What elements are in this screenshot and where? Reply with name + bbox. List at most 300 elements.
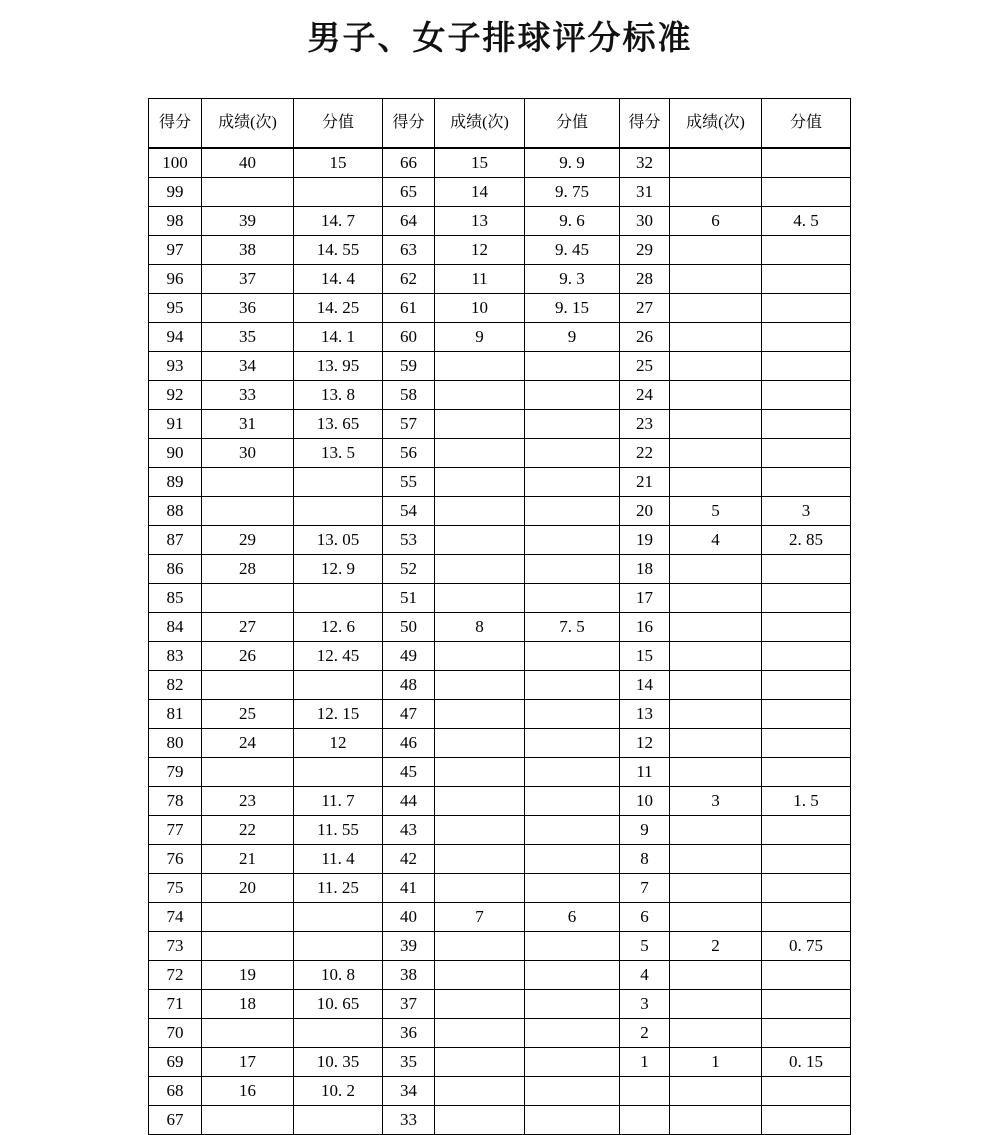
cell-score-g1: 75 [149, 874, 202, 903]
cell-score-g1: 88 [149, 497, 202, 526]
cell-score-g1: 86 [149, 555, 202, 584]
cell-score-g3: 21 [620, 468, 670, 497]
cell-score-g2: 50 [383, 613, 435, 642]
cell-score-g3: 9 [620, 816, 670, 845]
cell-score-g2: 44 [383, 787, 435, 816]
cell-count-g1: 27 [202, 613, 294, 642]
cell-value-g1 [294, 584, 383, 613]
cell-value-g1: 13. 5 [294, 439, 383, 468]
cell-count-g3 [670, 613, 762, 642]
cell-count-g2 [435, 874, 525, 903]
cell-count-g2 [435, 787, 525, 816]
cell-value-g3: 3 [762, 497, 851, 526]
cell-value-g2 [525, 932, 620, 961]
header-value-3: 分值 [762, 99, 851, 149]
cell-value-g3 [762, 439, 851, 468]
cell-value-g3 [762, 642, 851, 671]
page-title: 男子、女子排球评分标准 [307, 19, 693, 56]
table-row [149, 1019, 851, 1048]
cell-count-g2 [435, 1106, 525, 1135]
cell-value-g3: 0. 75 [762, 932, 851, 961]
table-row [149, 1077, 851, 1106]
cell-count-g3 [670, 381, 762, 410]
cell-score-g3: 31 [620, 178, 670, 207]
cell-value-g3 [762, 903, 851, 932]
cell-value-g3 [762, 236, 851, 265]
table-row [149, 961, 851, 990]
cell-value-g1: 10. 65 [294, 990, 383, 1019]
cell-value-g1: 12. 15 [294, 700, 383, 729]
table-row [149, 729, 851, 758]
cell-score-g2: 62 [383, 265, 435, 294]
cell-count-g1: 28 [202, 555, 294, 584]
cell-value-g1 [294, 758, 383, 787]
cell-value-g2: 6 [525, 903, 620, 932]
table-row [149, 265, 851, 294]
cell-count-g1: 18 [202, 990, 294, 1019]
cell-count-g3 [670, 294, 762, 323]
empty-cell [620, 1077, 670, 1106]
cell-score-g1: 98 [149, 207, 202, 236]
cell-value-g1 [294, 497, 383, 526]
cell-count-g1 [202, 903, 294, 932]
cell-count-g1: 39 [202, 207, 294, 236]
table-row [149, 497, 851, 526]
cell-score-g3: 32 [620, 148, 670, 178]
cell-score-g3: 24 [620, 381, 670, 410]
cell-value-g2: 9. 45 [525, 236, 620, 265]
cell-score-g1: 93 [149, 352, 202, 381]
cell-count-g1: 29 [202, 526, 294, 555]
table-row [149, 816, 851, 845]
cell-score-g2: 49 [383, 642, 435, 671]
cell-count-g2 [435, 584, 525, 613]
cell-count-g1: 35 [202, 323, 294, 352]
table-row [149, 874, 851, 903]
cell-value-g2: 9. 15 [525, 294, 620, 323]
cell-count-g2 [435, 468, 525, 497]
header-value-1: 分值 [294, 99, 383, 149]
cell-value-g2: 9. 75 [525, 178, 620, 207]
cell-count-g2: 13 [435, 207, 525, 236]
table-row [149, 932, 851, 961]
cell-count-g2 [435, 1019, 525, 1048]
cell-score-g3: 16 [620, 613, 670, 642]
table-row [149, 1048, 851, 1077]
cell-count-g3 [670, 148, 762, 178]
cell-count-g2 [435, 758, 525, 787]
table-row [149, 207, 851, 236]
cell-count-g1: 21 [202, 845, 294, 874]
empty-cell [670, 1106, 762, 1135]
table-row [149, 526, 851, 555]
cell-score-g3: 6 [620, 903, 670, 932]
cell-score-g2: 38 [383, 961, 435, 990]
cell-score-g2: 57 [383, 410, 435, 439]
cell-score-g1: 79 [149, 758, 202, 787]
table-body [149, 148, 851, 1135]
cell-score-g3: 13 [620, 700, 670, 729]
cell-value-g3 [762, 323, 851, 352]
table-row [149, 671, 851, 700]
cell-score-g1: 97 [149, 236, 202, 265]
cell-score-g2: 61 [383, 294, 435, 323]
cell-count-g1 [202, 1019, 294, 1048]
cell-value-g3 [762, 613, 851, 642]
cell-value-g3 [762, 671, 851, 700]
table-row [149, 294, 851, 323]
cell-value-g2: 9. 3 [525, 265, 620, 294]
cell-score-g1: 73 [149, 932, 202, 961]
cell-count-g1 [202, 758, 294, 787]
table-row [149, 845, 851, 874]
cell-count-g2 [435, 1048, 525, 1077]
cell-score-g1: 72 [149, 961, 202, 990]
cell-count-g3 [670, 352, 762, 381]
cell-value-g1: 11. 4 [294, 845, 383, 874]
cell-score-g3: 22 [620, 439, 670, 468]
cell-value-g3: 0. 15 [762, 1048, 851, 1077]
cell-value-g2 [525, 555, 620, 584]
cell-value-g3 [762, 148, 851, 178]
cell-count-g1: 22 [202, 816, 294, 845]
cell-count-g2 [435, 845, 525, 874]
table-row [149, 903, 851, 932]
cell-score-g1: 91 [149, 410, 202, 439]
cell-value-g1: 14. 4 [294, 265, 383, 294]
table-row [149, 613, 851, 642]
cell-count-g2 [435, 729, 525, 758]
cell-value-g1: 10. 2 [294, 1077, 383, 1106]
cell-count-g2 [435, 1077, 525, 1106]
cell-score-g1: 78 [149, 787, 202, 816]
cell-value-g3 [762, 381, 851, 410]
cell-value-g2 [525, 787, 620, 816]
cell-score-g3: 30 [620, 207, 670, 236]
cell-count-g3 [670, 584, 762, 613]
cell-score-g2: 48 [383, 671, 435, 700]
cell-value-g1: 13. 05 [294, 526, 383, 555]
header-score-2: 得分 [383, 99, 435, 149]
cell-value-g3: 4. 5 [762, 207, 851, 236]
cell-value-g2: 9. 9 [525, 148, 620, 178]
cell-count-g3: 5 [670, 497, 762, 526]
cell-count-g3 [670, 555, 762, 584]
header-score-3: 得分 [620, 99, 670, 149]
cell-count-g1: 38 [202, 236, 294, 265]
cell-value-g2 [525, 961, 620, 990]
cell-score-g1: 90 [149, 439, 202, 468]
cell-score-g1: 81 [149, 700, 202, 729]
cell-value-g3 [762, 265, 851, 294]
cell-value-g1: 14. 55 [294, 236, 383, 265]
cell-score-g3: 26 [620, 323, 670, 352]
cell-score-g1: 74 [149, 903, 202, 932]
cell-score-g2: 43 [383, 816, 435, 845]
cell-count-g3 [670, 758, 762, 787]
cell-value-g2 [525, 642, 620, 671]
cell-count-g3 [670, 1019, 762, 1048]
cell-count-g2 [435, 961, 525, 990]
cell-value-g2 [525, 1106, 620, 1135]
cell-value-g2 [525, 439, 620, 468]
header-count-3: 成绩(次) [670, 99, 762, 149]
cell-value-g2 [525, 352, 620, 381]
table-header [149, 99, 851, 149]
empty-cell [762, 1077, 851, 1106]
cell-count-g1: 36 [202, 294, 294, 323]
cell-score-g3: 20 [620, 497, 670, 526]
cell-count-g2 [435, 932, 525, 961]
header-count-1: 成绩(次) [202, 99, 294, 149]
table-row [149, 323, 851, 352]
cell-score-g1: 84 [149, 613, 202, 642]
cell-count-g2 [435, 381, 525, 410]
cell-score-g2: 39 [383, 932, 435, 961]
cell-count-g1: 23 [202, 787, 294, 816]
cell-score-g2: 45 [383, 758, 435, 787]
header-value-2: 分值 [525, 99, 620, 149]
cell-score-g2: 35 [383, 1048, 435, 1077]
cell-count-g3 [670, 700, 762, 729]
cell-score-g1: 77 [149, 816, 202, 845]
empty-cell [620, 1106, 670, 1135]
cell-count-g2 [435, 352, 525, 381]
cell-score-g2: 63 [383, 236, 435, 265]
cell-score-g1: 68 [149, 1077, 202, 1106]
cell-value-g2 [525, 1048, 620, 1077]
cell-score-g3: 27 [620, 294, 670, 323]
cell-count-g3: 2 [670, 932, 762, 961]
cell-score-g3: 4 [620, 961, 670, 990]
cell-score-g1: 99 [149, 178, 202, 207]
cell-score-g2: 41 [383, 874, 435, 903]
cell-value-g1: 11. 55 [294, 816, 383, 845]
cell-count-g3 [670, 410, 762, 439]
cell-count-g1 [202, 468, 294, 497]
cell-value-g3 [762, 1019, 851, 1048]
cell-score-g1: 96 [149, 265, 202, 294]
cell-score-g3: 8 [620, 845, 670, 874]
cell-value-g1 [294, 671, 383, 700]
cell-score-g2: 64 [383, 207, 435, 236]
cell-value-g1: 11. 7 [294, 787, 383, 816]
cell-count-g1: 31 [202, 410, 294, 439]
table-row [149, 236, 851, 265]
cell-count-g3 [670, 468, 762, 497]
cell-value-g3: 1. 5 [762, 787, 851, 816]
cell-count-g2 [435, 439, 525, 468]
cell-score-g3: 23 [620, 410, 670, 439]
cell-count-g3 [670, 961, 762, 990]
cell-value-g1: 10. 35 [294, 1048, 383, 1077]
table-row [149, 410, 851, 439]
cell-value-g1: 14. 1 [294, 323, 383, 352]
cell-value-g3 [762, 468, 851, 497]
cell-value-g2: 7. 5 [525, 613, 620, 642]
cell-count-g2: 8 [435, 613, 525, 642]
cell-value-g2 [525, 845, 620, 874]
cell-value-g2 [525, 497, 620, 526]
cell-count-g1: 26 [202, 642, 294, 671]
cell-count-g2 [435, 816, 525, 845]
table-row [149, 439, 851, 468]
cell-count-g1: 17 [202, 1048, 294, 1077]
cell-score-g3: 18 [620, 555, 670, 584]
cell-value-g1: 13. 95 [294, 352, 383, 381]
cell-value-g1: 12. 45 [294, 642, 383, 671]
table-row [149, 700, 851, 729]
cell-value-g3 [762, 990, 851, 1019]
cell-score-g1: 94 [149, 323, 202, 352]
score-table-container [148, 98, 850, 1135]
cell-score-g1: 80 [149, 729, 202, 758]
header-row [149, 99, 851, 149]
header-score-1: 得分 [149, 99, 202, 149]
cell-count-g3 [670, 874, 762, 903]
cell-count-g1 [202, 178, 294, 207]
cell-value-g2 [525, 468, 620, 497]
cell-value-g1: 12. 9 [294, 555, 383, 584]
cell-score-g2: 56 [383, 439, 435, 468]
cell-score-g3: 14 [620, 671, 670, 700]
cell-score-g2: 59 [383, 352, 435, 381]
cell-value-g1 [294, 468, 383, 497]
cell-count-g3 [670, 323, 762, 352]
header-count-2: 成绩(次) [435, 99, 525, 149]
cell-value-g1: 10. 8 [294, 961, 383, 990]
cell-score-g2: 65 [383, 178, 435, 207]
cell-score-g1: 82 [149, 671, 202, 700]
cell-count-g1 [202, 932, 294, 961]
cell-count-g3 [670, 439, 762, 468]
cell-score-g2: 51 [383, 584, 435, 613]
cell-count-g3 [670, 178, 762, 207]
cell-score-g2: 53 [383, 526, 435, 555]
cell-score-g1: 67 [149, 1106, 202, 1135]
cell-value-g3 [762, 700, 851, 729]
cell-value-g1: 12 [294, 729, 383, 758]
cell-value-g3 [762, 961, 851, 990]
cell-score-g2: 33 [383, 1106, 435, 1135]
cell-count-g1: 16 [202, 1077, 294, 1106]
table-row [149, 584, 851, 613]
cell-count-g2: 11 [435, 265, 525, 294]
cell-score-g3: 17 [620, 584, 670, 613]
cell-value-g2 [525, 874, 620, 903]
cell-count-g1: 30 [202, 439, 294, 468]
cell-value-g1: 11. 25 [294, 874, 383, 903]
cell-value-g3 [762, 584, 851, 613]
cell-score-g1: 87 [149, 526, 202, 555]
table-row [149, 787, 851, 816]
cell-score-g2: 55 [383, 468, 435, 497]
cell-score-g2: 54 [383, 497, 435, 526]
cell-value-g2: 9. 6 [525, 207, 620, 236]
cell-count-g1: 25 [202, 700, 294, 729]
cell-score-g2: 37 [383, 990, 435, 1019]
table-row [149, 642, 851, 671]
table-row [149, 555, 851, 584]
cell-value-g1: 14. 7 [294, 207, 383, 236]
cell-score-g2: 52 [383, 555, 435, 584]
empty-cell [762, 1106, 851, 1135]
cell-value-g2 [525, 758, 620, 787]
cell-value-g2 [525, 671, 620, 700]
cell-count-g1 [202, 671, 294, 700]
cell-value-g1: 13. 65 [294, 410, 383, 439]
cell-count-g3 [670, 671, 762, 700]
cell-count-g3 [670, 265, 762, 294]
cell-value-g1 [294, 178, 383, 207]
cell-value-g3 [762, 178, 851, 207]
cell-value-g3 [762, 758, 851, 787]
cell-count-g1 [202, 497, 294, 526]
cell-count-g1: 33 [202, 381, 294, 410]
cell-count-g2 [435, 497, 525, 526]
cell-value-g2 [525, 410, 620, 439]
cell-score-g3: 11 [620, 758, 670, 787]
table-row [149, 148, 851, 178]
cell-count-g2 [435, 526, 525, 555]
cell-score-g3: 28 [620, 265, 670, 294]
cell-score-g1: 69 [149, 1048, 202, 1077]
cell-value-g3 [762, 410, 851, 439]
cell-count-g3 [670, 903, 762, 932]
cell-score-g2: 66 [383, 148, 435, 178]
cell-score-g1: 92 [149, 381, 202, 410]
table-row [149, 758, 851, 787]
cell-score-g1: 71 [149, 990, 202, 1019]
cell-value-g2: 9 [525, 323, 620, 352]
cell-count-g3 [670, 729, 762, 758]
cell-score-g3: 10 [620, 787, 670, 816]
cell-score-g1: 70 [149, 1019, 202, 1048]
cell-value-g1: 13. 8 [294, 381, 383, 410]
cell-value-g2 [525, 1077, 620, 1106]
cell-value-g3 [762, 729, 851, 758]
cell-value-g1 [294, 1106, 383, 1135]
cell-score-g3: 15 [620, 642, 670, 671]
cell-score-g1: 76 [149, 845, 202, 874]
cell-count-g3 [670, 642, 762, 671]
cell-value-g1: 14. 25 [294, 294, 383, 323]
cell-count-g2 [435, 642, 525, 671]
cell-score-g2: 47 [383, 700, 435, 729]
cell-score-g2: 36 [383, 1019, 435, 1048]
cell-count-g2 [435, 671, 525, 700]
cell-score-g3: 3 [620, 990, 670, 1019]
cell-score-g2: 40 [383, 903, 435, 932]
cell-value-g3 [762, 555, 851, 584]
cell-value-g2 [525, 1019, 620, 1048]
cell-score-g2: 58 [383, 381, 435, 410]
cell-value-g3 [762, 845, 851, 874]
cell-value-g1: 12. 6 [294, 613, 383, 642]
cell-count-g2 [435, 410, 525, 439]
cell-value-g1 [294, 903, 383, 932]
cell-score-g3: 12 [620, 729, 670, 758]
cell-score-g3: 7 [620, 874, 670, 903]
table-row [149, 468, 851, 497]
cell-value-g3 [762, 352, 851, 381]
empty-cell [670, 1077, 762, 1106]
cell-count-g2: 12 [435, 236, 525, 265]
cell-count-g1: 40 [202, 148, 294, 178]
cell-value-g2 [525, 381, 620, 410]
cell-value-g1 [294, 932, 383, 961]
cell-count-g1: 19 [202, 961, 294, 990]
